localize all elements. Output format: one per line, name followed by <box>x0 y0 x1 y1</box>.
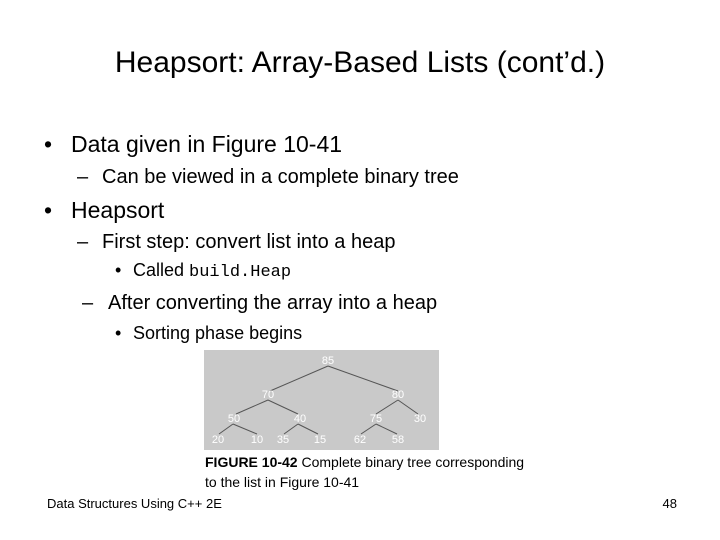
tree-node: 50 <box>227 413 241 425</box>
binary-tree-figure <box>204 350 439 450</box>
bullet-marker: • <box>115 260 122 280</box>
figure-caption <box>205 452 535 492</box>
tree-node: 10 <box>250 434 264 446</box>
tree-edge <box>398 400 418 414</box>
dash-marker: – <box>77 166 89 188</box>
code-text: build.Heap <box>189 263 292 282</box>
sub-sub-bullet-text: Sorting phase begins <box>133 323 303 343</box>
tree-node: 35 <box>276 434 290 446</box>
sub-bullet-text: First step: convert list into a heap <box>102 231 396 253</box>
tree-edges <box>219 366 418 434</box>
footer-course-title: Data Structures Using C++ 2E <box>47 496 222 511</box>
figure-caption-label: FIGURE 10-42 <box>205 454 298 470</box>
bullet-marker: • <box>44 197 53 223</box>
tree-node: 15 <box>313 434 327 446</box>
bullet-marker: • <box>115 323 122 343</box>
tree-node: 70 <box>261 389 275 401</box>
tree-edge <box>376 400 398 414</box>
sub-sub-bullet-prefix: Called <box>133 260 190 280</box>
sub-bullet-text: After converting the array into a heap <box>108 292 438 314</box>
bullet-marker: • <box>44 131 53 157</box>
binary-tree-diagram <box>204 350 439 450</box>
figure-caption-text: Complete binary tree corresponding to the list in Figure 10-41 <box>205 454 525 490</box>
tree-node-root: 85 <box>321 355 335 367</box>
tree-node: 30 <box>413 413 427 425</box>
bullet-text: Heapsort <box>71 197 165 223</box>
slide-title: Heapsort: Array-Based Lists (cont’d.) <box>114 46 606 79</box>
tree-edge <box>270 366 328 391</box>
sub-sub-bullet <box>133 260 291 282</box>
tree-edge <box>328 366 398 391</box>
tree-edge <box>268 400 298 414</box>
tree-edge <box>233 424 257 434</box>
tree-node: 40 <box>293 413 307 425</box>
tree-node: 75 <box>369 413 383 425</box>
tree-node: 80 <box>391 389 405 401</box>
bullet-text: Data given in Figure 10-41 <box>71 131 343 157</box>
dash-marker: – <box>82 292 94 314</box>
dash-marker: – <box>77 231 89 253</box>
page-number: 48 <box>662 496 677 511</box>
tree-node: 58 <box>391 434 405 446</box>
tree-node: 20 <box>211 434 225 446</box>
tree-edge <box>236 400 268 414</box>
tree-edge <box>298 424 318 434</box>
tree-edge <box>284 424 298 434</box>
tree-edge <box>219 424 233 434</box>
sub-bullet-text: Can be viewed in a complete binary tree <box>102 166 459 188</box>
tree-edge <box>376 424 397 434</box>
tree-node: 62 <box>353 434 367 446</box>
tree-edge <box>361 424 376 434</box>
